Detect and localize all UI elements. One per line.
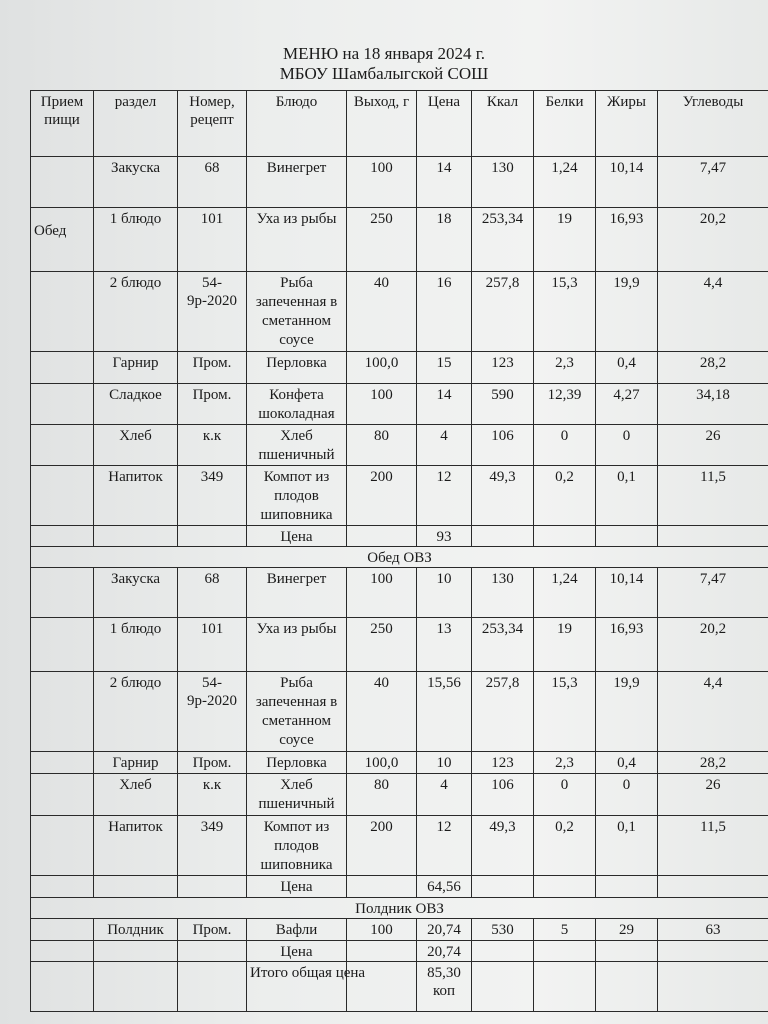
cell-recipe: 68 bbox=[178, 157, 247, 208]
total-value: 64,56 bbox=[417, 876, 472, 898]
cell-recipe: 349 bbox=[178, 816, 247, 876]
cell-price: 18 bbox=[417, 208, 472, 272]
empty-cell bbox=[472, 526, 534, 547]
meal-cell bbox=[31, 384, 94, 425]
empty-cell bbox=[31, 962, 94, 1012]
meal-cell bbox=[31, 272, 94, 352]
menu-row bbox=[31, 425, 768, 466]
col-header-price: Цена bbox=[417, 91, 472, 157]
cell-section: Закуска bbox=[94, 568, 178, 618]
col-header-protein: Белки bbox=[534, 91, 596, 157]
cell-yield: 40 bbox=[347, 672, 417, 752]
menu-row bbox=[31, 618, 768, 672]
cell-protein: 5 bbox=[534, 919, 596, 941]
empty-cell bbox=[596, 962, 658, 1012]
empty-cell bbox=[178, 962, 247, 1012]
col-header-yield: Выход, г bbox=[347, 91, 417, 157]
cell-kcal: 130 bbox=[472, 568, 534, 618]
cell-yield: 200 bbox=[347, 466, 417, 526]
total-row bbox=[31, 876, 768, 898]
menu-row bbox=[31, 384, 768, 425]
cell-yield: 100 bbox=[347, 157, 417, 208]
cell-price: 15 bbox=[417, 352, 472, 384]
cell-recipe: Пром. bbox=[178, 919, 247, 941]
cell-kcal: 106 bbox=[472, 774, 534, 816]
empty-cell bbox=[658, 962, 768, 1012]
cell-price: 4 bbox=[417, 774, 472, 816]
cell-section: Напиток bbox=[94, 816, 178, 876]
cell-protein: 19 bbox=[534, 618, 596, 672]
cell-kcal: 130 bbox=[472, 157, 534, 208]
cell-yield: 40 bbox=[347, 272, 417, 352]
cell-protein: 15,3 bbox=[534, 672, 596, 752]
cell-dish: Компот из плодов шиповника bbox=[247, 816, 347, 876]
cell-kcal: 253,34 bbox=[472, 208, 534, 272]
cell-protein: 0 bbox=[534, 774, 596, 816]
cell-yield: 200 bbox=[347, 816, 417, 876]
empty-cell bbox=[472, 876, 534, 898]
cell-yield: 100 bbox=[347, 568, 417, 618]
cell-protein: 15,3 bbox=[534, 272, 596, 352]
cell-kcal: 49,3 bbox=[472, 466, 534, 526]
empty-cell bbox=[534, 962, 596, 1012]
grand-total-row bbox=[31, 962, 768, 1012]
cell-yield: 250 bbox=[347, 618, 417, 672]
cell-recipe: Пром. bbox=[178, 384, 247, 425]
col-header-recipe: Номер, рецепт bbox=[178, 91, 247, 157]
col-header-dish: Блюдо bbox=[247, 91, 347, 157]
empty-cell bbox=[31, 526, 94, 547]
cell-fat: 16,93 bbox=[596, 618, 658, 672]
menu-table bbox=[30, 90, 768, 1012]
cell-price: 10 bbox=[417, 752, 472, 774]
empty-cell bbox=[94, 876, 178, 898]
menu-row bbox=[31, 208, 768, 272]
cell-carbs: 4,4 bbox=[658, 272, 768, 352]
cell-price: 4 bbox=[417, 425, 472, 466]
section-row bbox=[31, 547, 768, 568]
menu-row bbox=[31, 919, 768, 941]
cell-section: Закуска bbox=[94, 157, 178, 208]
cell-section: 2 блюдо bbox=[94, 272, 178, 352]
empty-cell bbox=[94, 526, 178, 547]
cell-kcal: 530 bbox=[472, 919, 534, 941]
cell-kcal: 257,8 bbox=[472, 672, 534, 752]
cell-yield: 100,0 bbox=[347, 752, 417, 774]
meal-cell bbox=[31, 672, 94, 752]
cell-kcal: 253,34 bbox=[472, 618, 534, 672]
cell-price: 14 bbox=[417, 157, 472, 208]
cell-fat: 0 bbox=[596, 774, 658, 816]
total-label: Цена bbox=[247, 876, 347, 898]
cell-section: Хлеб bbox=[94, 774, 178, 816]
empty-cell bbox=[178, 941, 247, 962]
cell-kcal: 257,8 bbox=[472, 272, 534, 352]
cell-recipe: 101 bbox=[178, 618, 247, 672]
cell-yield: 100 bbox=[347, 384, 417, 425]
menu-row bbox=[31, 466, 768, 526]
menu-row bbox=[31, 816, 768, 876]
cell-protein: 0,2 bbox=[534, 466, 596, 526]
cell-section: Сладкое bbox=[94, 384, 178, 425]
meal-cell bbox=[31, 752, 94, 774]
menu-row bbox=[31, 568, 768, 618]
cell-dish: Рыба запеченная в сметанном соусе bbox=[247, 272, 347, 352]
empty-cell bbox=[472, 941, 534, 962]
cell-fat: 10,14 bbox=[596, 157, 658, 208]
cell-carbs: 20,2 bbox=[658, 208, 768, 272]
cell-protein: 19 bbox=[534, 208, 596, 272]
empty-cell bbox=[658, 876, 768, 898]
cell-section: Напиток bbox=[94, 466, 178, 526]
grand-total-label: Итого общая цена bbox=[247, 962, 347, 1012]
cell-dish: Перловка bbox=[247, 752, 347, 774]
empty-cell bbox=[31, 876, 94, 898]
cell-fat: 16,93 bbox=[596, 208, 658, 272]
grand-total-value: 85,30 коп bbox=[417, 962, 472, 1012]
cell-recipe: 54-9р-2020 bbox=[178, 272, 247, 352]
cell-carbs: 26 bbox=[658, 774, 768, 816]
cell-fat: 0,1 bbox=[596, 466, 658, 526]
cell-dish: Уха из рыбы bbox=[247, 618, 347, 672]
cell-fat: 19,9 bbox=[596, 272, 658, 352]
cell-carbs: 20,2 bbox=[658, 618, 768, 672]
cell-fat: 19,9 bbox=[596, 672, 658, 752]
cell-dish: Уха из рыбы bbox=[247, 208, 347, 272]
cell-yield: 80 bbox=[347, 425, 417, 466]
cell-dish: Винегрет bbox=[247, 568, 347, 618]
cell-section: 2 блюдо bbox=[94, 672, 178, 752]
menu-row bbox=[31, 672, 768, 752]
cell-carbs: 26 bbox=[658, 425, 768, 466]
col-header-section: раздел bbox=[94, 91, 178, 157]
cell-price: 13 bbox=[417, 618, 472, 672]
empty-cell bbox=[596, 876, 658, 898]
col-header-fat: Жиры bbox=[596, 91, 658, 157]
meal-label: Обед bbox=[31, 208, 94, 272]
cell-yield: 100,0 bbox=[347, 352, 417, 384]
cell-section: Гарнир bbox=[94, 752, 178, 774]
meal-cell bbox=[31, 774, 94, 816]
menu-row bbox=[31, 752, 768, 774]
cell-carbs: 11,5 bbox=[658, 466, 768, 526]
empty-cell bbox=[534, 941, 596, 962]
cell-recipe: к.к bbox=[178, 425, 247, 466]
section-row bbox=[31, 898, 768, 919]
empty-cell bbox=[596, 526, 658, 547]
cell-section: Гарнир bbox=[94, 352, 178, 384]
total-value: 93 bbox=[417, 526, 472, 547]
meal-cell bbox=[31, 157, 94, 208]
cell-section: Хлеб bbox=[94, 425, 178, 466]
header-row bbox=[31, 91, 768, 157]
cell-price: 12 bbox=[417, 466, 472, 526]
cell-fat: 10,14 bbox=[596, 568, 658, 618]
cell-protein: 1,24 bbox=[534, 568, 596, 618]
meal-cell bbox=[31, 425, 94, 466]
meal-cell bbox=[31, 352, 94, 384]
cell-dish: Конфета шоколадная bbox=[247, 384, 347, 425]
cell-recipe: Пром. bbox=[178, 752, 247, 774]
col-header-kcal: Ккал bbox=[472, 91, 534, 157]
total-label: Цена bbox=[247, 941, 347, 962]
cell-fat: 29 bbox=[596, 919, 658, 941]
cell-dish: Рыба запеченная в сметанном соусе bbox=[247, 672, 347, 752]
menu-title: МЕНЮ на 18 января 2024 г. bbox=[282, 44, 486, 63]
cell-kcal: 123 bbox=[472, 752, 534, 774]
section-title: Полдник ОВЗ bbox=[31, 898, 768, 919]
cell-dish: Хлеб пшеничный bbox=[247, 425, 347, 466]
section-title: Обед ОВЗ bbox=[31, 547, 768, 568]
cell-kcal: 49,3 bbox=[472, 816, 534, 876]
total-row bbox=[31, 941, 768, 962]
empty-cell bbox=[31, 941, 94, 962]
cell-carbs: 63 bbox=[658, 919, 768, 941]
cell-yield: 100 bbox=[347, 919, 417, 941]
cell-section: 1 блюдо bbox=[94, 618, 178, 672]
school-name: МБОУ Шамбалыгской СОШ bbox=[279, 64, 489, 83]
empty-cell bbox=[347, 876, 417, 898]
cell-dish: Винегрет bbox=[247, 157, 347, 208]
cell-fat: 0,1 bbox=[596, 816, 658, 876]
cell-recipe: 349 bbox=[178, 466, 247, 526]
empty-cell bbox=[347, 941, 417, 962]
cell-protein: 12,39 bbox=[534, 384, 596, 425]
col-header-meal: Прием пищи bbox=[31, 91, 94, 157]
cell-carbs: 34,18 bbox=[658, 384, 768, 425]
cell-dish: Вафли bbox=[247, 919, 347, 941]
cell-yield: 250 bbox=[347, 208, 417, 272]
empty-cell bbox=[658, 526, 768, 547]
cell-price: 16 bbox=[417, 272, 472, 352]
cell-section: Полдник bbox=[94, 919, 178, 941]
cell-dish: Хлеб пшеничный bbox=[247, 774, 347, 816]
meal-cell bbox=[31, 568, 94, 618]
cell-fat: 4,27 bbox=[596, 384, 658, 425]
cell-dish: Компот из плодов шиповника bbox=[247, 466, 347, 526]
cell-dish: Перловка bbox=[247, 352, 347, 384]
cell-protein: 2,3 bbox=[534, 352, 596, 384]
meal-cell bbox=[31, 466, 94, 526]
cell-recipe: 54-9р-2020 bbox=[178, 672, 247, 752]
cell-price: 20,74 bbox=[417, 919, 472, 941]
cell-carbs: 28,2 bbox=[658, 752, 768, 774]
cell-carbs: 28,2 bbox=[658, 352, 768, 384]
empty-cell bbox=[347, 526, 417, 547]
cell-fat: 0,4 bbox=[596, 752, 658, 774]
cell-carbs: 4,4 bbox=[658, 672, 768, 752]
cell-protein: 0,2 bbox=[534, 816, 596, 876]
cell-kcal: 590 bbox=[472, 384, 534, 425]
cell-recipe: 101 bbox=[178, 208, 247, 272]
cell-protein: 0 bbox=[534, 425, 596, 466]
meal-cell bbox=[31, 919, 94, 941]
cell-price: 14 bbox=[417, 384, 472, 425]
cell-protein: 2,3 bbox=[534, 752, 596, 774]
cell-section: 1 блюдо bbox=[94, 208, 178, 272]
col-header-carbs: Углеводы bbox=[658, 91, 768, 157]
empty-cell bbox=[658, 941, 768, 962]
meal-cell bbox=[31, 618, 94, 672]
total-row bbox=[31, 526, 768, 547]
cell-fat: 0,4 bbox=[596, 352, 658, 384]
cell-recipe: к.к bbox=[178, 774, 247, 816]
cell-price: 15,56 bbox=[417, 672, 472, 752]
total-value: 20,74 bbox=[417, 941, 472, 962]
cell-price: 12 bbox=[417, 816, 472, 876]
cell-kcal: 106 bbox=[472, 425, 534, 466]
cell-protein: 1,24 bbox=[534, 157, 596, 208]
meal-cell bbox=[31, 816, 94, 876]
cell-kcal: 123 bbox=[472, 352, 534, 384]
cell-carbs: 7,47 bbox=[658, 157, 768, 208]
empty-cell bbox=[94, 962, 178, 1012]
cell-yield: 80 bbox=[347, 774, 417, 816]
menu-row bbox=[31, 774, 768, 816]
cell-recipe: 68 bbox=[178, 568, 247, 618]
empty-cell bbox=[534, 526, 596, 547]
menu-row bbox=[31, 272, 768, 352]
cell-carbs: 7,47 bbox=[658, 568, 768, 618]
empty-cell bbox=[596, 941, 658, 962]
cell-carbs: 11,5 bbox=[658, 816, 768, 876]
menu-row bbox=[31, 352, 768, 384]
empty-cell bbox=[94, 941, 178, 962]
empty-cell bbox=[178, 526, 247, 547]
cell-fat: 0 bbox=[596, 425, 658, 466]
total-label: Цена bbox=[247, 526, 347, 547]
cell-price: 10 bbox=[417, 568, 472, 618]
empty-cell bbox=[178, 876, 247, 898]
empty-cell bbox=[534, 876, 596, 898]
empty-cell bbox=[472, 962, 534, 1012]
cell-recipe: Пром. bbox=[178, 352, 247, 384]
menu-row bbox=[31, 157, 768, 208]
